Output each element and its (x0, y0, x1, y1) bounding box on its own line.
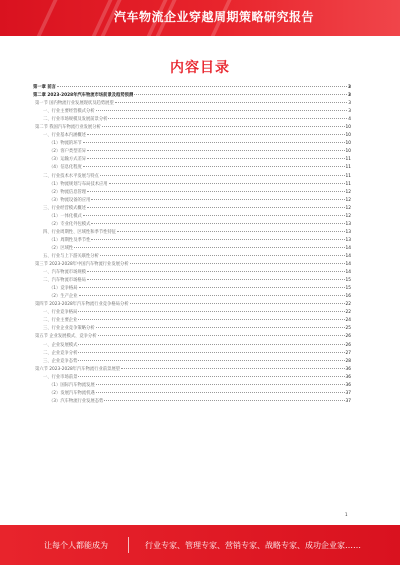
toc-entry-page: 10 (345, 149, 351, 155)
toc-entry-page: 12 (345, 189, 351, 195)
toc-entry-page: 36 (345, 374, 351, 380)
toc-leader-dots (79, 295, 345, 296)
toc-entry-title: 二、企业竞争分析 (43, 350, 78, 356)
toc-entry[interactable] (33, 140, 351, 148)
toc-leader-dots (130, 303, 345, 304)
toc-entry[interactable] (33, 382, 351, 390)
toc-entry[interactable] (33, 317, 351, 325)
footer-slogan: 让每个人都能成为 (44, 541, 108, 550)
toc-leader-dots (78, 352, 344, 353)
toc-entry-page: 24 (345, 318, 351, 324)
toc-leader-dots (115, 102, 348, 103)
header-banner (0, 0, 400, 36)
toc-entry[interactable] (33, 333, 351, 341)
toc-entry-title: （3）物流设备的应用 (49, 197, 91, 203)
toc-entry[interactable] (33, 269, 351, 277)
toc-leader-dots (83, 166, 345, 167)
toc-entry-title: 第一节 国内物流行业发展现状及趋势展望 (35, 101, 114, 107)
toc-entry-title: （1）物流规划与布局技术应用 (49, 181, 108, 187)
toc-entry-page: 14 (345, 253, 351, 259)
toc-leader-dots (91, 223, 344, 224)
footer-divider (128, 537, 129, 553)
toc-entry[interactable] (33, 390, 351, 398)
toc-entry-page: 16 (345, 294, 351, 300)
report-title: 汽车物流企业穿越周期策略研究报告 (113, 10, 314, 24)
toc-entry[interactable] (33, 358, 351, 366)
toc-entry-title: （1）物流的环节 (49, 141, 82, 147)
toc-entry-page: 15 (345, 278, 351, 284)
toc-entry-title: （2）发展汽车物流机遇 (49, 390, 95, 396)
toc-entry-title: 二、行业技术水平发展与特点 (43, 173, 99, 179)
toc-entry-page: 12 (345, 213, 351, 219)
toc-entry[interactable] (33, 261, 351, 269)
toc-entry-title: （2）客户类型差异 (49, 149, 87, 155)
toc-entry-title: 二、汽车物流市场格局 (43, 278, 86, 284)
toc-entry-title: 一、行业竞争格局 (43, 310, 78, 316)
toc-leader-dots (87, 271, 345, 272)
toc-entry-title: 四、行业周期性、区域性和季节性特征 (43, 229, 117, 235)
toc-entry-title: 一、行业市场前景 (43, 374, 78, 380)
toc-leader-dots (78, 344, 344, 345)
toc-entry[interactable] (33, 285, 351, 293)
toc-leader-dots (96, 327, 345, 328)
toc-heading: 内容目录 (170, 60, 230, 76)
toc-entry[interactable] (33, 398, 351, 406)
toc-leader-dots (100, 175, 345, 176)
toc-entry-title: （4）信息化程度 (49, 165, 82, 171)
toc-leader-dots (102, 126, 345, 127)
toc-entry-title: 一、行业基本内涵概述 (43, 133, 86, 139)
table-of-contents (33, 84, 351, 406)
toc-entry-title: 一、行业主要经营模式分析 (43, 109, 95, 115)
toc-entry-page: 3 (348, 93, 351, 99)
toc-entry-page: 28 (345, 358, 351, 364)
toc-leader-dots (130, 263, 345, 264)
toc-entry[interactable] (33, 301, 351, 309)
toc-entry-page: 14 (345, 245, 351, 251)
toc-entry-page: 37 (345, 390, 351, 396)
footer-tagline: 行业专家、管理专家、营销专家、战略专家、成功企业家…… (145, 541, 361, 550)
toc-leader-dots (83, 142, 345, 143)
toc-leader-dots (87, 158, 344, 159)
toc-entry-title: 第三节 2023-2028年中国汽车物流行业发展分析 (35, 262, 129, 268)
toc-entry-title: 第四节 2023-2028年汽车物流行业竞争格局分析 (35, 302, 129, 308)
toc-entry-page: 13 (345, 237, 351, 243)
toc-entry[interactable] (33, 181, 351, 189)
toc-entry-page: 15 (345, 286, 351, 292)
toc-entry-page: 37 (345, 398, 351, 404)
toc-entry-page: 36 (345, 366, 351, 372)
toc-entry[interactable] (33, 124, 351, 132)
toc-entry-page: 11 (345, 173, 351, 179)
toc-leader-dots (57, 86, 347, 87)
toc-entry-page: 11 (345, 157, 351, 163)
toc-entry[interactable] (33, 84, 351, 92)
toc-entry-title: （1）竞争格局 (49, 286, 78, 292)
toc-entry-page: 3 (348, 85, 351, 90)
toc-leader-dots (96, 384, 345, 385)
toc-entry-title: （3）运输方式差异 (49, 157, 87, 163)
toc-entry[interactable] (33, 350, 351, 358)
toc-entry-title: 第二章 2023-2028年汽车物流市场前景及趋势预测 (33, 93, 134, 99)
toc-leader-dots (87, 191, 344, 192)
toc-entry-page: 22 (345, 302, 351, 308)
toc-entry[interactable] (33, 148, 351, 156)
toc-entry-title: 三、企业竞争态势 (43, 358, 78, 364)
toc-leader-dots (78, 376, 344, 377)
toc-entry[interactable] (33, 164, 351, 172)
toc-entry-page: 26 (345, 342, 351, 348)
toc-leader-dots (104, 400, 344, 401)
toc-leader-dots (74, 247, 344, 248)
toc-entry-page: 22 (345, 310, 351, 316)
toc-entry[interactable] (33, 237, 351, 245)
toc-entry-page: 3 (348, 109, 351, 115)
toc-leader-dots (78, 360, 344, 361)
toc-entry-title: （2）区域性 (49, 245, 74, 251)
toc-entry-page: 14 (345, 270, 351, 276)
toc-entry-title: 一、汽车物流市场规模 (43, 270, 86, 276)
toc-entry-page: 27 (345, 350, 351, 356)
toc-entry-title: （2）生产企业 (49, 294, 78, 300)
toc-leader-dots (79, 287, 345, 288)
toc-leader-dots (98, 335, 345, 336)
toc-entry[interactable] (33, 253, 351, 261)
toc-entry-page: 12 (345, 197, 351, 203)
toc-entry[interactable] (33, 342, 351, 350)
toc-entry[interactable] (33, 213, 351, 221)
toc-entry-page: 26 (345, 334, 351, 340)
toc-leader-dots (96, 392, 345, 393)
toc-entry-title: （1）一体化模式 (49, 213, 82, 219)
toc-entry-title: 三、行业经营模式概述 (43, 205, 86, 211)
toc-leader-dots (83, 215, 345, 216)
toc-entry-page: 10 (345, 133, 351, 139)
toc-entry-title: （3）汽车物流行业发展态势 (49, 398, 104, 404)
toc-entry[interactable] (33, 229, 351, 237)
toc-entry-page: 3 (348, 101, 351, 107)
toc-entry-title: 二、行业市场规模及发展前景分析 (43, 117, 108, 123)
toc-entry-page: 11 (345, 181, 351, 187)
toc-entry[interactable] (33, 245, 351, 253)
toc-leader-dots (117, 231, 344, 232)
toc-entry-title: 第五节 企业发展模式、竞争分析 (35, 334, 97, 340)
toc-entry-title: 二、行业主要企业 (43, 318, 78, 324)
toc-entry[interactable] (33, 366, 351, 374)
toc-entry[interactable] (33, 277, 351, 285)
toc-entry[interactable] (33, 374, 351, 382)
toc-entry[interactable] (33, 132, 351, 140)
toc-entry-title: （1）国际汽车物流发展 (49, 382, 95, 388)
toc-entry-page: 4 (348, 117, 351, 123)
toc-entry[interactable] (33, 197, 351, 205)
toc-entry-title: 一、企业发展模式 (43, 342, 78, 348)
toc-entry-page: 25 (345, 326, 351, 332)
toc-leader-dots (100, 255, 345, 256)
toc-entry[interactable] (33, 293, 351, 301)
toc-entry[interactable] (33, 92, 351, 100)
toc-leader-dots (87, 134, 345, 135)
toc-entry[interactable] (33, 325, 351, 333)
toc-leader-dots (87, 150, 344, 151)
toc-entry[interactable] (33, 173, 351, 181)
toc-leader-dots (134, 94, 347, 95)
toc-entry-title: （2）物流信息管理 (49, 189, 87, 195)
toc-leader-dots (87, 207, 345, 208)
toc-leader-dots (87, 279, 345, 280)
toc-entry-page: 10 (345, 141, 351, 147)
toc-entry-page: 12 (345, 205, 351, 211)
toc-entry[interactable] (33, 156, 351, 164)
page-number: 1 (345, 512, 348, 517)
toc-entry-page: 11 (345, 165, 351, 171)
toc-leader-dots (108, 118, 347, 119)
toc-entry-title: 五、行业与上下游关联性分析 (43, 253, 99, 259)
toc-entry-title: （2）专业化外包模式 (49, 221, 91, 227)
toc-entry[interactable] (33, 189, 351, 197)
toc-leader-dots (91, 199, 344, 200)
toc-entry-page: 13 (345, 221, 351, 227)
toc-entry[interactable] (33, 108, 351, 116)
toc-leader-dots (78, 319, 344, 320)
toc-leader-dots (109, 183, 345, 184)
toc-leader-dots (78, 311, 344, 312)
toc-leader-dots (91, 239, 344, 240)
toc-entry-page: 13 (345, 229, 351, 235)
toc-entry-page: 36 (345, 382, 351, 388)
toc-entry[interactable] (33, 100, 351, 108)
toc-leader-dots (121, 368, 345, 369)
toc-entry-title: 第六节 2023-2028年汽车物流行业前景展望 (35, 366, 120, 372)
toc-entry-title: 第一章 前言 (33, 85, 56, 90)
toc-entry-title: （1）周期性及季节性 (49, 237, 91, 243)
toc-leader-dots (96, 110, 348, 111)
toc-entry-title: 三、行业企业竞争策略分析 (43, 326, 95, 332)
footer-banner (0, 525, 400, 565)
toc-entry[interactable] (33, 116, 351, 124)
toc-entry[interactable] (33, 221, 351, 229)
toc-entry-page: 10 (345, 125, 351, 131)
toc-entry-title: 第二节 我国汽车物流行业发展分析 (35, 125, 101, 131)
toc-entry-page: 14 (345, 262, 351, 268)
toc-entry[interactable] (33, 205, 351, 213)
toc-entry[interactable] (33, 309, 351, 317)
